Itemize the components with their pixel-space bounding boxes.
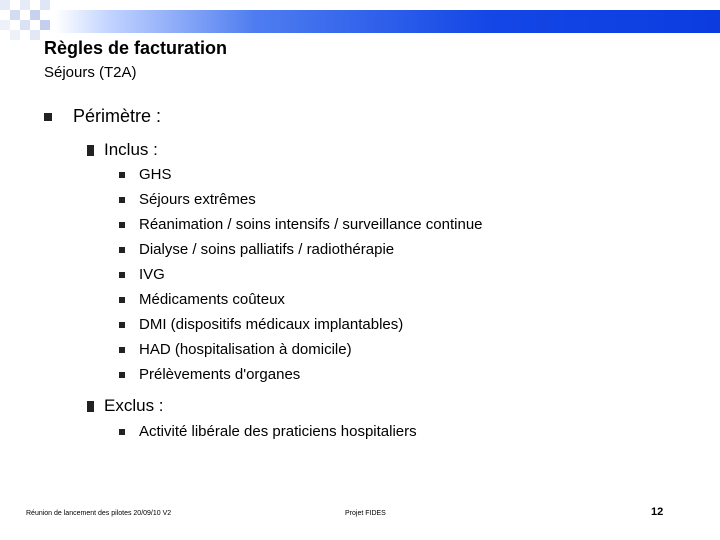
slide-subtitle: Séjours (T2A) <box>44 64 137 81</box>
list-item <box>119 366 300 383</box>
list-item-text: IVG <box>139 266 165 283</box>
list-item <box>119 241 394 258</box>
list-item-text: Prélèvements d'organes <box>139 366 301 383</box>
list-item <box>119 191 256 208</box>
header-bar <box>55 10 720 33</box>
list-item-text: HAD (hospitalisation à domicile) <box>139 341 352 358</box>
square-bullet-icon <box>87 401 94 412</box>
square-bullet-icon <box>119 197 125 203</box>
list-item-text: DMI (dispositifs médicaux implantables) <box>139 316 404 333</box>
list-item <box>119 216 483 233</box>
square-bullet-icon <box>119 372 125 378</box>
square-bullet-icon <box>119 272 125 278</box>
bullet-text: Inclus : <box>104 140 158 159</box>
square-bullet-icon <box>119 322 125 328</box>
square-bullet-icon <box>119 429 125 435</box>
list-item <box>119 291 285 308</box>
square-bullet-icon <box>119 247 125 253</box>
square-bullet-icon <box>44 113 52 121</box>
list-item-text: Séjours extrêmes <box>139 191 256 208</box>
list-item-text: Activité libérale des praticiens hospitaliers <box>139 423 417 440</box>
square-bullet-icon <box>119 222 125 228</box>
list-item <box>119 266 165 283</box>
list-item-text: GHS <box>139 166 172 183</box>
list-item <box>119 316 403 333</box>
square-bullet-icon <box>119 347 125 353</box>
footer-meeting-info: Réunion de lancement des pilotes 20/09/10 V2 <box>26 510 172 517</box>
list-item <box>119 166 172 183</box>
bullet-text: Exclus : <box>104 396 164 415</box>
list-item <box>119 341 352 358</box>
square-bullet-icon <box>119 172 125 178</box>
list-item-text: Médicaments coûteux <box>139 291 285 308</box>
page-number: 12 <box>651 506 664 518</box>
bullet-exclus <box>87 396 164 416</box>
square-bullet-icon <box>119 297 125 303</box>
list-item <box>119 423 417 440</box>
bullet-text: Périmètre : <box>73 106 162 126</box>
bullet-inclus <box>87 140 158 160</box>
bullet-perimetre <box>44 106 161 127</box>
slide-title: Règles de facturation <box>44 38 228 58</box>
square-bullet-icon <box>87 145 94 156</box>
list-item-text: Dialyse / soins palliatifs / radiothérapie <box>139 241 395 258</box>
list-item-text: Réanimation / soins intensifs / surveillance continue <box>139 216 483 233</box>
footer-project-name: Projet FIDES <box>345 510 386 517</box>
